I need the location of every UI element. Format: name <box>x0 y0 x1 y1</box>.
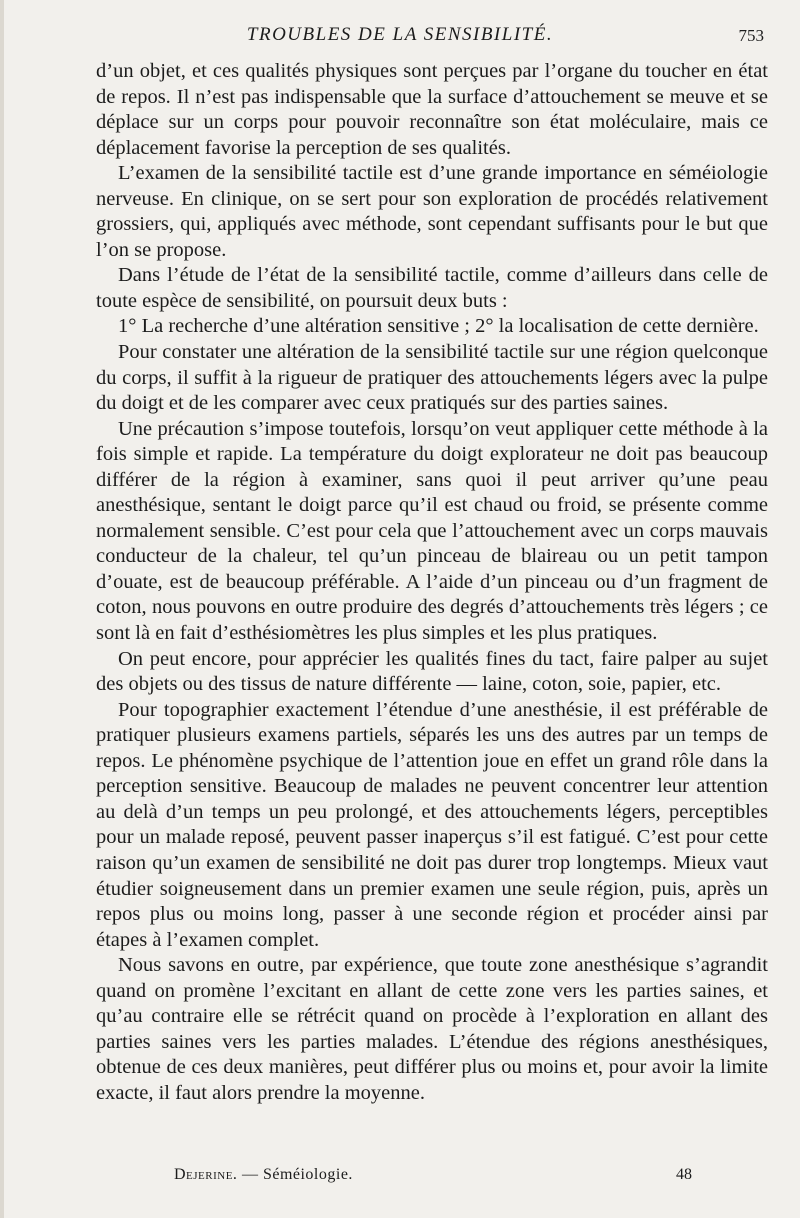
body-text <box>96 59 768 1106</box>
paragraph: On peut encore, pour apprécier les qualités fines du tact, faire palper au sujet des objets ou des tissus de nature différente — laine, coton, soie, papier, etc. <box>96 647 768 696</box>
paragraph: Nous savons en outre, par expérience, que toute zone anesthésique s’agrandit quand on promène l’excitant en allant de cette zone vers les parties saines, et qu’au contraire elle se rétrécit quand on procède à l’exploration en allant des parties saines vers les parties malades. L’étendue des régions anesthésiques, obtenue de ces deux manières, peut différer plus ou moins et, pour avoir la limite exacte, il faut alors prendre la moyenne. <box>96 954 768 1104</box>
footer-citation <box>174 1166 353 1184</box>
paragraph: 1° La recherche d’une altération sensitive ; 2° la localisation de cette dernière. <box>118 315 759 338</box>
paragraph-continuation: d’un objet, et ces qualités physiques sont perçues par l’organe du toucher en état de repos. Il n’est pas indispensable que la surface d’attouchement se meuve et se déplace sur un corps pour pouvoir reconnaître son état moléculaire, mais ce déplacement favorise la perception de ses qualités. <box>96 60 768 159</box>
paragraph: Pour constater une altération de la sensibilité tactile sur une région quelconque du corps, il suffit à la rigueur de pratiquer des attouchements légers avec la pulpe du doigt et de les comparer avec ceux pratiqués sur des parties saines. <box>96 341 768 415</box>
footer-separator: — <box>237 1166 263 1183</box>
page-number: 753 <box>738 26 764 45</box>
paragraph: Une précaution s’impose toutefois, lorsqu’on veut appliquer cette méthode à la fois simple et rapide. La température du doigt explorateur ne doit pas beaucoup différer de la région à examiner, sans quoi il peut arriver qu’une peau anesthésique, sentant le doigt parce qu’il est chaud ou froid, se présente comme normalement sensible. C’est pour cela que l’attouchement avec un corps mauvais conducteur de la chaleur, tel qu’un pinceau de blaireau ou un petit tampon d’ouate, est de beaucoup préférable. A l’aide d’un pinceau ou d’un fragment de coton, nous pouvons en outre produire des degrés d’attouchements très légers ; ce sont là en fait d’esthésiomètres les plus simples et les plus pratiques. <box>96 417 768 645</box>
paragraph: Dans l’étude de l’état de la sensibilité tactile, comme d’ailleurs dans celle de toute espèce de sensibilité, on poursuit deux buts : <box>96 264 768 312</box>
binding-edge <box>0 0 4 1218</box>
page-header <box>0 24 800 50</box>
footer-author: Dejerine. <box>174 1166 238 1183</box>
running-title: TROUBLES DE LA SENSIBILITÉ. <box>246 24 554 45</box>
page-footer <box>0 1166 800 1192</box>
footer-book-title: Séméiologie. <box>262 1166 353 1183</box>
signature-mark: 48 <box>676 1166 692 1183</box>
paragraph: L’examen de la sensibilité tactile est d’une grande importance en séméiologie nerveuse. En clinique, on se sert pour son exploration de procédés relativement grossiers, qui, appliqués avec méthode, sont cependant suffisants pour le but que l’on se propose. <box>96 162 768 261</box>
paragraph: Pour topographier exactement l’étendue d’une anesthésie, il est préférable de pratiquer plusieurs examens partiels, séparés les uns des autres par un temps de repos. Le phénomène psychique de l’attention joue en effet un grand rôle dans la perception sensitive. Beaucoup de malades ne peuvent concentrer leur attention au delà d’un temps un peu prolongé, et des attouchements légers, perceptibles pour un malade reposé, peuvent passer inaperçus s’il est fatigué. C’est pour cette raison qu’un examen de sensibilité ne doit pas durer trop longtemps. Mieux vaut étudier soigneusement dans un premier examen une seule région, puis, après un repos plus ou moins long, passer à une seconde région et procéder ainsi par étapes à l’examen complet. <box>96 698 768 951</box>
